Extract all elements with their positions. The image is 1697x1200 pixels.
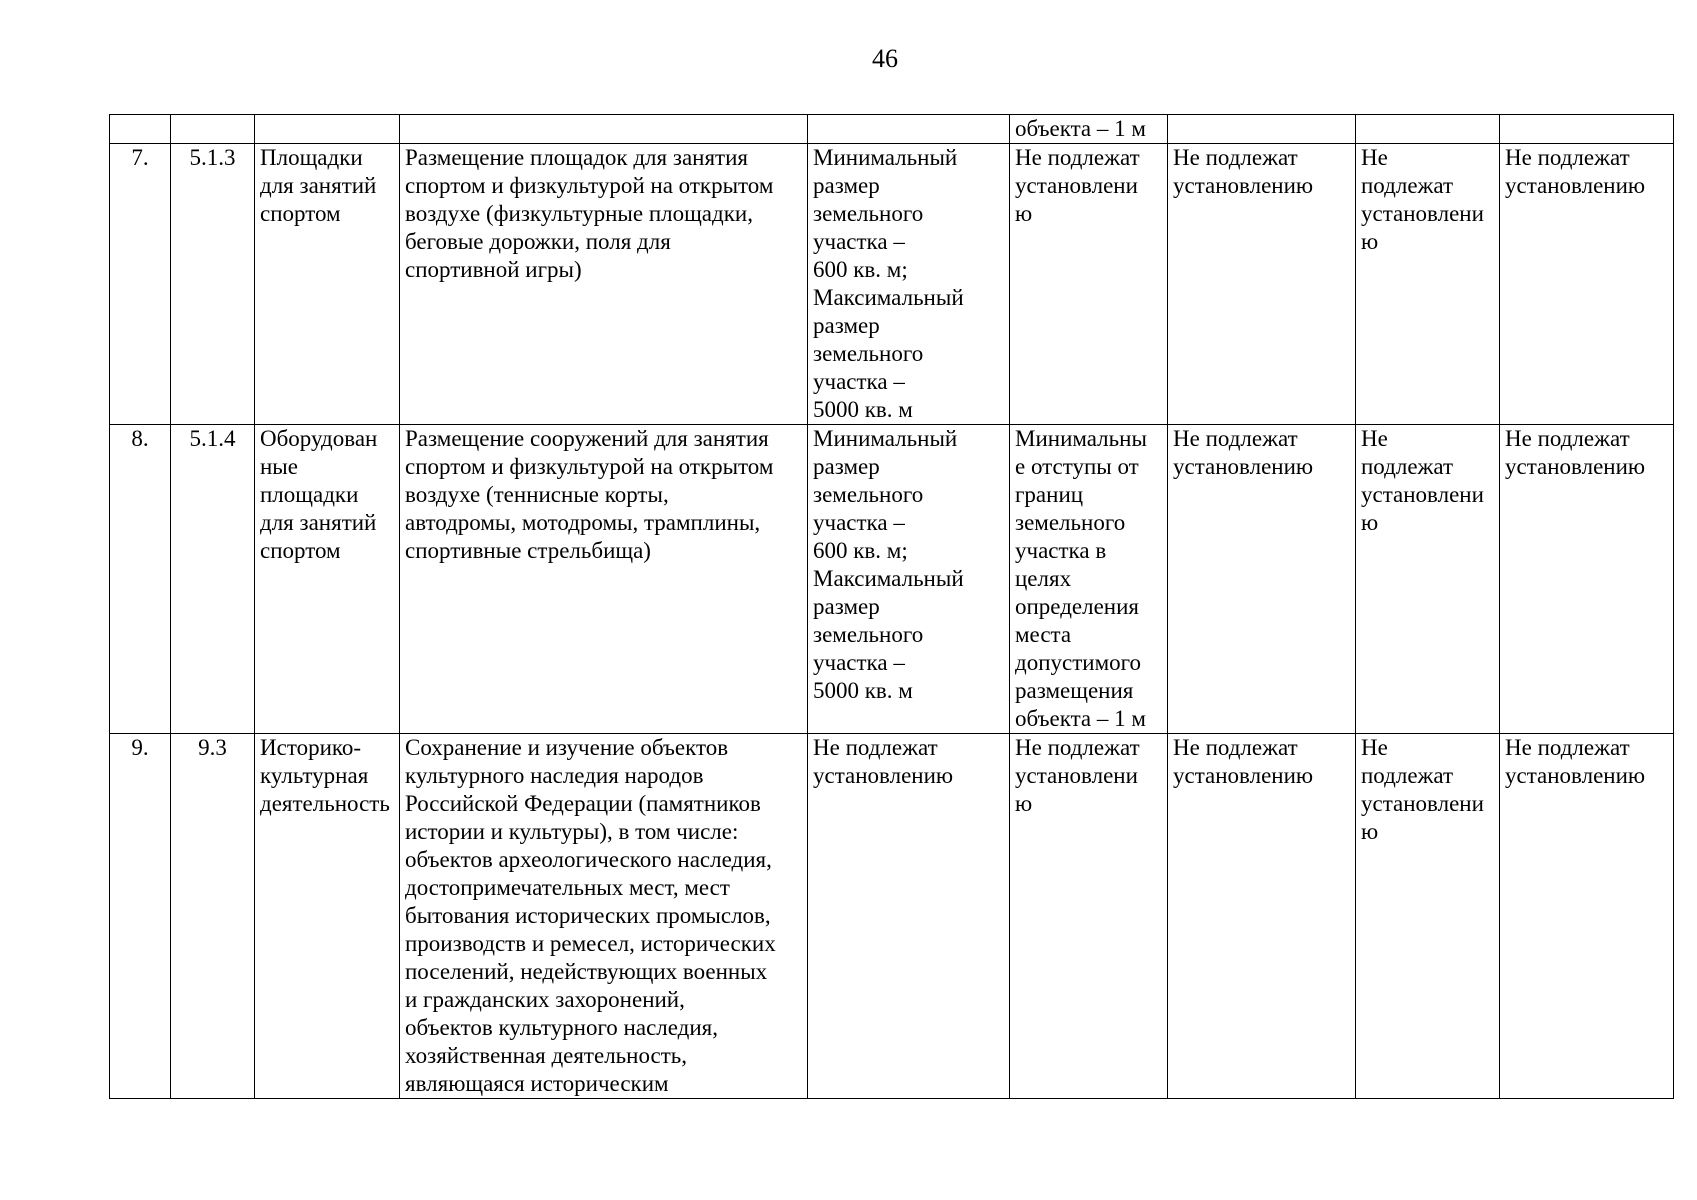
row-land-size: Не подлежат установлению [808,734,1010,1099]
cell-col8 [1356,115,1500,144]
row-setbacks: Не подлежат установлени ю [1010,734,1168,1099]
cell-land-size [808,115,1010,144]
cell-col7 [1168,115,1356,144]
row-col8: Не подлежат установлени ю [1356,734,1500,1099]
row-number: 8. [110,425,171,734]
row-col9: Не подлежат установлению [1500,425,1674,734]
page-number: 46 [872,44,898,73]
row-code: 9.3 [171,734,255,1099]
cell-setbacks: объекта – 1 м [1010,115,1168,144]
row-col7: Не подлежат установлению [1168,144,1356,425]
row-land-size: Минимальный размер земельного участка – 600 кв. м; Максимальный размер земельного участка – 5000 кв. м [808,144,1010,425]
row-col9: Не подлежат установлению [1500,144,1674,425]
row-setbacks: Не подлежат установлени ю [1010,144,1168,425]
cell-description [400,115,808,144]
table-row [110,425,1674,734]
row-code: 5.1.3 [171,144,255,425]
row-name: Площадки для занятий спортом [255,144,400,425]
row-code: 5.1.4 [171,425,255,734]
row-name: Оборудован ные площадки для занятий спортом [255,425,400,734]
table-row [110,144,1674,425]
regulations-table [109,114,1674,1099]
row-col8: Не подлежат установлени ю [1356,144,1500,425]
row-col7: Не подлежат установлению [1168,425,1356,734]
cell-num [110,115,171,144]
row-description: Размещение сооружений для занятия спортом и физкультурой на открытом воздухе (теннисные корты, автодромы, мотодромы, трамплины, спортивные стрельбища) [400,425,808,734]
cell-col9 [1500,115,1674,144]
row-col7: Не подлежат установлению [1168,734,1356,1099]
cell-name [255,115,400,144]
row-setbacks: Минимальны е отступы от границ земельного участка в целях определения места допустимого размещения объекта – 1 м [1010,425,1168,734]
row-name: Историко- культурная деятельность [255,734,400,1099]
row-col8: Не подлежат установлени ю [1356,425,1500,734]
cell-code [171,115,255,144]
row-number: 9. [110,734,171,1099]
table-row [110,734,1674,1099]
row-description: Сохранение и изучение объектов культурного наследия народов Российской Федерации (памятников истории и культуры), в том числе: объектов археологического наследия, достопримечательных мест, мест бытования исторических промыслов, производств и ремесел, исторических поселений, недействующих военных и гражданских захоронений, объектов культурного наследия, хозяйственная деятельность, являющаяся историческим [400,734,808,1099]
row-land-size: Минимальный размер земельного участка – 600 кв. м; Максимальный размер земельного участка – 5000 кв. м [808,425,1010,734]
row-description: Размещение площадок для занятия спортом и физкультурой на открытом воздухе (физкультурные площадки, беговые дорожки, поля для спортивной игры) [400,144,808,425]
row-col9: Не подлежат установлению [1500,734,1674,1099]
row-number: 7. [110,144,171,425]
continuation-row [110,115,1674,144]
